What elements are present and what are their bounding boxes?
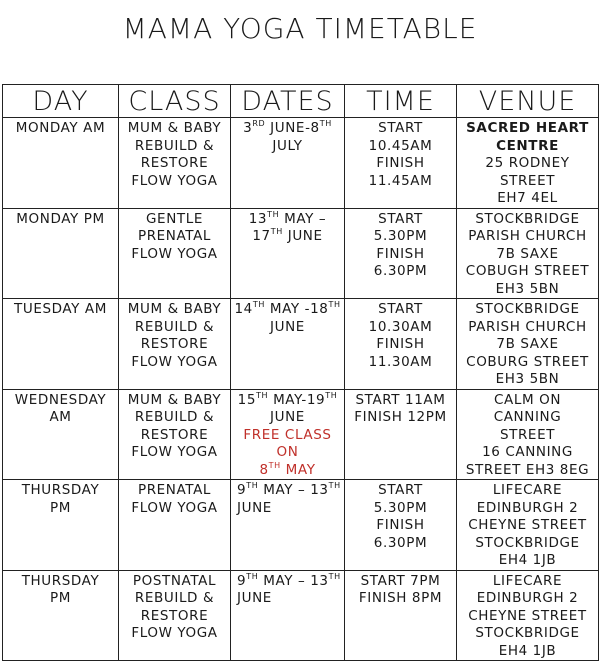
free-class-note: ON [276,444,299,460]
venue-line: PARISH CHURCH [468,228,587,244]
venue-line: CHEYNE STREET [468,517,587,533]
class-line: REBUILD & [134,318,215,335]
dates-line: 15TH MAY-19TH [237,390,338,408]
venue-cell [457,118,599,209]
page-title: MAMA YOGA TIMETABLE [122,12,478,45]
venue-line: CENTRE [496,137,559,154]
dates-cell [231,480,345,571]
table-row [3,208,599,299]
time-line: 5.30PM [373,228,428,244]
time-line: 10.45AM [368,137,433,154]
time-cell [345,299,457,390]
venue-line: PARISH CHURCH [468,318,587,335]
timetable [2,84,599,661]
time-cell [345,389,457,480]
venue-line: EH4 1JB [498,642,557,659]
class-line: POSTNATAL [132,572,217,589]
time-line: 5.30PM [373,499,428,516]
table-row [3,118,599,209]
time-line: START [378,482,423,498]
dates-line: 17TH JUNE [252,227,323,244]
venue-line: EDINBURGH 2 [476,499,579,516]
class-line: FLOW YOGA [131,625,218,641]
time-line: FINISH [376,155,425,171]
venue-line: COBURG STREET [466,353,589,370]
class-cell [119,208,231,299]
day-cell [3,570,119,661]
dates-cell [231,389,345,480]
class-line: MUM & BABY [127,301,222,317]
day-line: WEDNESDAY [14,391,107,408]
day-line: TUESDAY AM [14,301,107,317]
table-row [3,389,599,480]
venue-cell [457,208,599,299]
venue-cell [457,389,599,480]
table-row [3,480,599,571]
class-line: MUM & BABY [127,120,222,136]
day-cell [3,118,119,209]
time-line: FINISH 12PM [354,409,447,425]
time-line: 6.30PM [373,263,428,279]
venue-line: EH3 5BN [495,280,560,297]
dates-line: 13TH MAY – [248,209,327,227]
time-line: START 7PM [360,572,441,589]
time-line: FINISH [376,517,425,533]
class-line: RESTORE [140,607,209,624]
venue-line: STREET [499,426,556,443]
day-line: PM [50,590,71,606]
time-line: 11.30AM [368,353,433,370]
class-line: REBUILD & [134,590,215,606]
dates-cell [231,208,345,299]
header-day: DAY [3,85,119,118]
class-line: PRENATAL [137,228,212,244]
venue-line: EH3 5BN [495,371,560,387]
venue-line: STREET [499,172,556,189]
time-line: FINISH 8PM [358,590,443,606]
header-time: TIME [345,85,457,118]
venue-line: STREET EH3 8EG [465,461,590,478]
venue-line: 7B SAXE [496,245,559,262]
time-line: START [378,210,423,227]
dates-line: 9TH MAY – 13TH [237,481,341,498]
venue-cell [457,480,599,571]
class-cell [119,389,231,480]
class-line: MUM & BABY [127,391,222,408]
dates-line: JUNE [270,318,305,335]
venue-cell [457,570,599,661]
class-line: RESTORE [140,426,209,443]
time-line: START 11AM [355,391,446,408]
venue-line: EH4 1JB [498,552,557,568]
table-row [3,570,599,661]
venue-cell [457,299,599,390]
dates-line: 14TH MAY -18TH [234,300,341,317]
class-line: GENTLE [146,210,203,227]
time-cell [345,570,457,661]
venue-line: LIFECARE [492,572,563,589]
day-line: MONDAY AM [15,120,106,136]
time-line: FINISH [376,245,425,262]
venue-line: EDINBURGH 2 [476,590,579,606]
venue-line: 25 RODNEY [485,155,570,171]
time-line: START [378,301,423,317]
dates-line: JULY [272,137,303,154]
dates-line: 9TH MAY – 13TH [237,571,341,589]
day-line: THURSDAY [21,572,100,589]
class-line: FLOW YOGA [131,499,218,516]
time-cell [345,208,457,299]
dates-cell [231,570,345,661]
class-cell [119,299,231,390]
venue-line: CALM ON [493,391,562,408]
venue-line: EH7 4EL [497,190,558,206]
time-line: 6.30PM [373,534,428,551]
free-class-note: 8TH MAY [259,460,316,478]
venue-line: CANNING [493,409,562,425]
day-line: PM [50,499,71,516]
dates-line: JUNE [237,590,272,606]
venue-line: LIFECARE [492,482,563,498]
header-venue: VENUE [457,85,599,118]
venue-line: COBUGH STREET [465,263,590,279]
class-line: FLOW YOGA [131,172,218,189]
venue-line: SACRED HEART [466,120,589,136]
day-cell [3,208,119,299]
class-line: FLOW YOGA [131,444,218,460]
venue-line: STOCKBRIDGE [475,301,580,317]
venue-line: 7B SAXE [496,336,559,352]
header-class: CLASS [119,85,231,118]
class-line: REBUILD & [134,409,215,425]
dates-line: 3RD JUNE-8TH [243,119,332,136]
dates-line: JUNE [237,499,272,516]
class-line: FLOW YOGA [131,245,218,262]
venue-line: STOCKBRIDGE [475,534,580,551]
class-cell [119,118,231,209]
venue-line: STOCKBRIDGE [475,210,580,227]
class-line: RESTORE [140,336,209,352]
day-line: AM [49,409,72,425]
dates-line: JUNE [270,409,305,425]
time-line: 11.45AM [368,172,433,189]
day-cell [3,480,119,571]
header-dates: DATES [231,85,345,118]
day-line: THURSDAY [21,482,100,498]
dates-cell [231,299,345,390]
table-row [3,299,599,390]
class-cell [119,570,231,661]
time-cell [345,480,457,571]
dates-cell [231,118,345,209]
time-line: FINISH [376,336,425,352]
class-cell [119,480,231,571]
time-cell [345,118,457,209]
class-line: RESTORE [140,155,209,171]
day-cell [3,389,119,480]
venue-line: STOCKBRIDGE [475,625,580,641]
class-line: FLOW YOGA [131,353,218,370]
day-cell [3,299,119,390]
class-line: PRENATAL [137,482,212,498]
day-line: MONDAY PM [16,210,105,227]
venue-line: CHEYNE STREET [468,607,587,624]
header-row [3,85,599,118]
free-class-note: FREE CLASS [243,426,332,443]
time-line: START [378,120,423,136]
time-line: 10.30AM [368,318,433,335]
class-line: REBUILD & [134,137,215,154]
venue-line: 16 CANNING [482,444,573,460]
